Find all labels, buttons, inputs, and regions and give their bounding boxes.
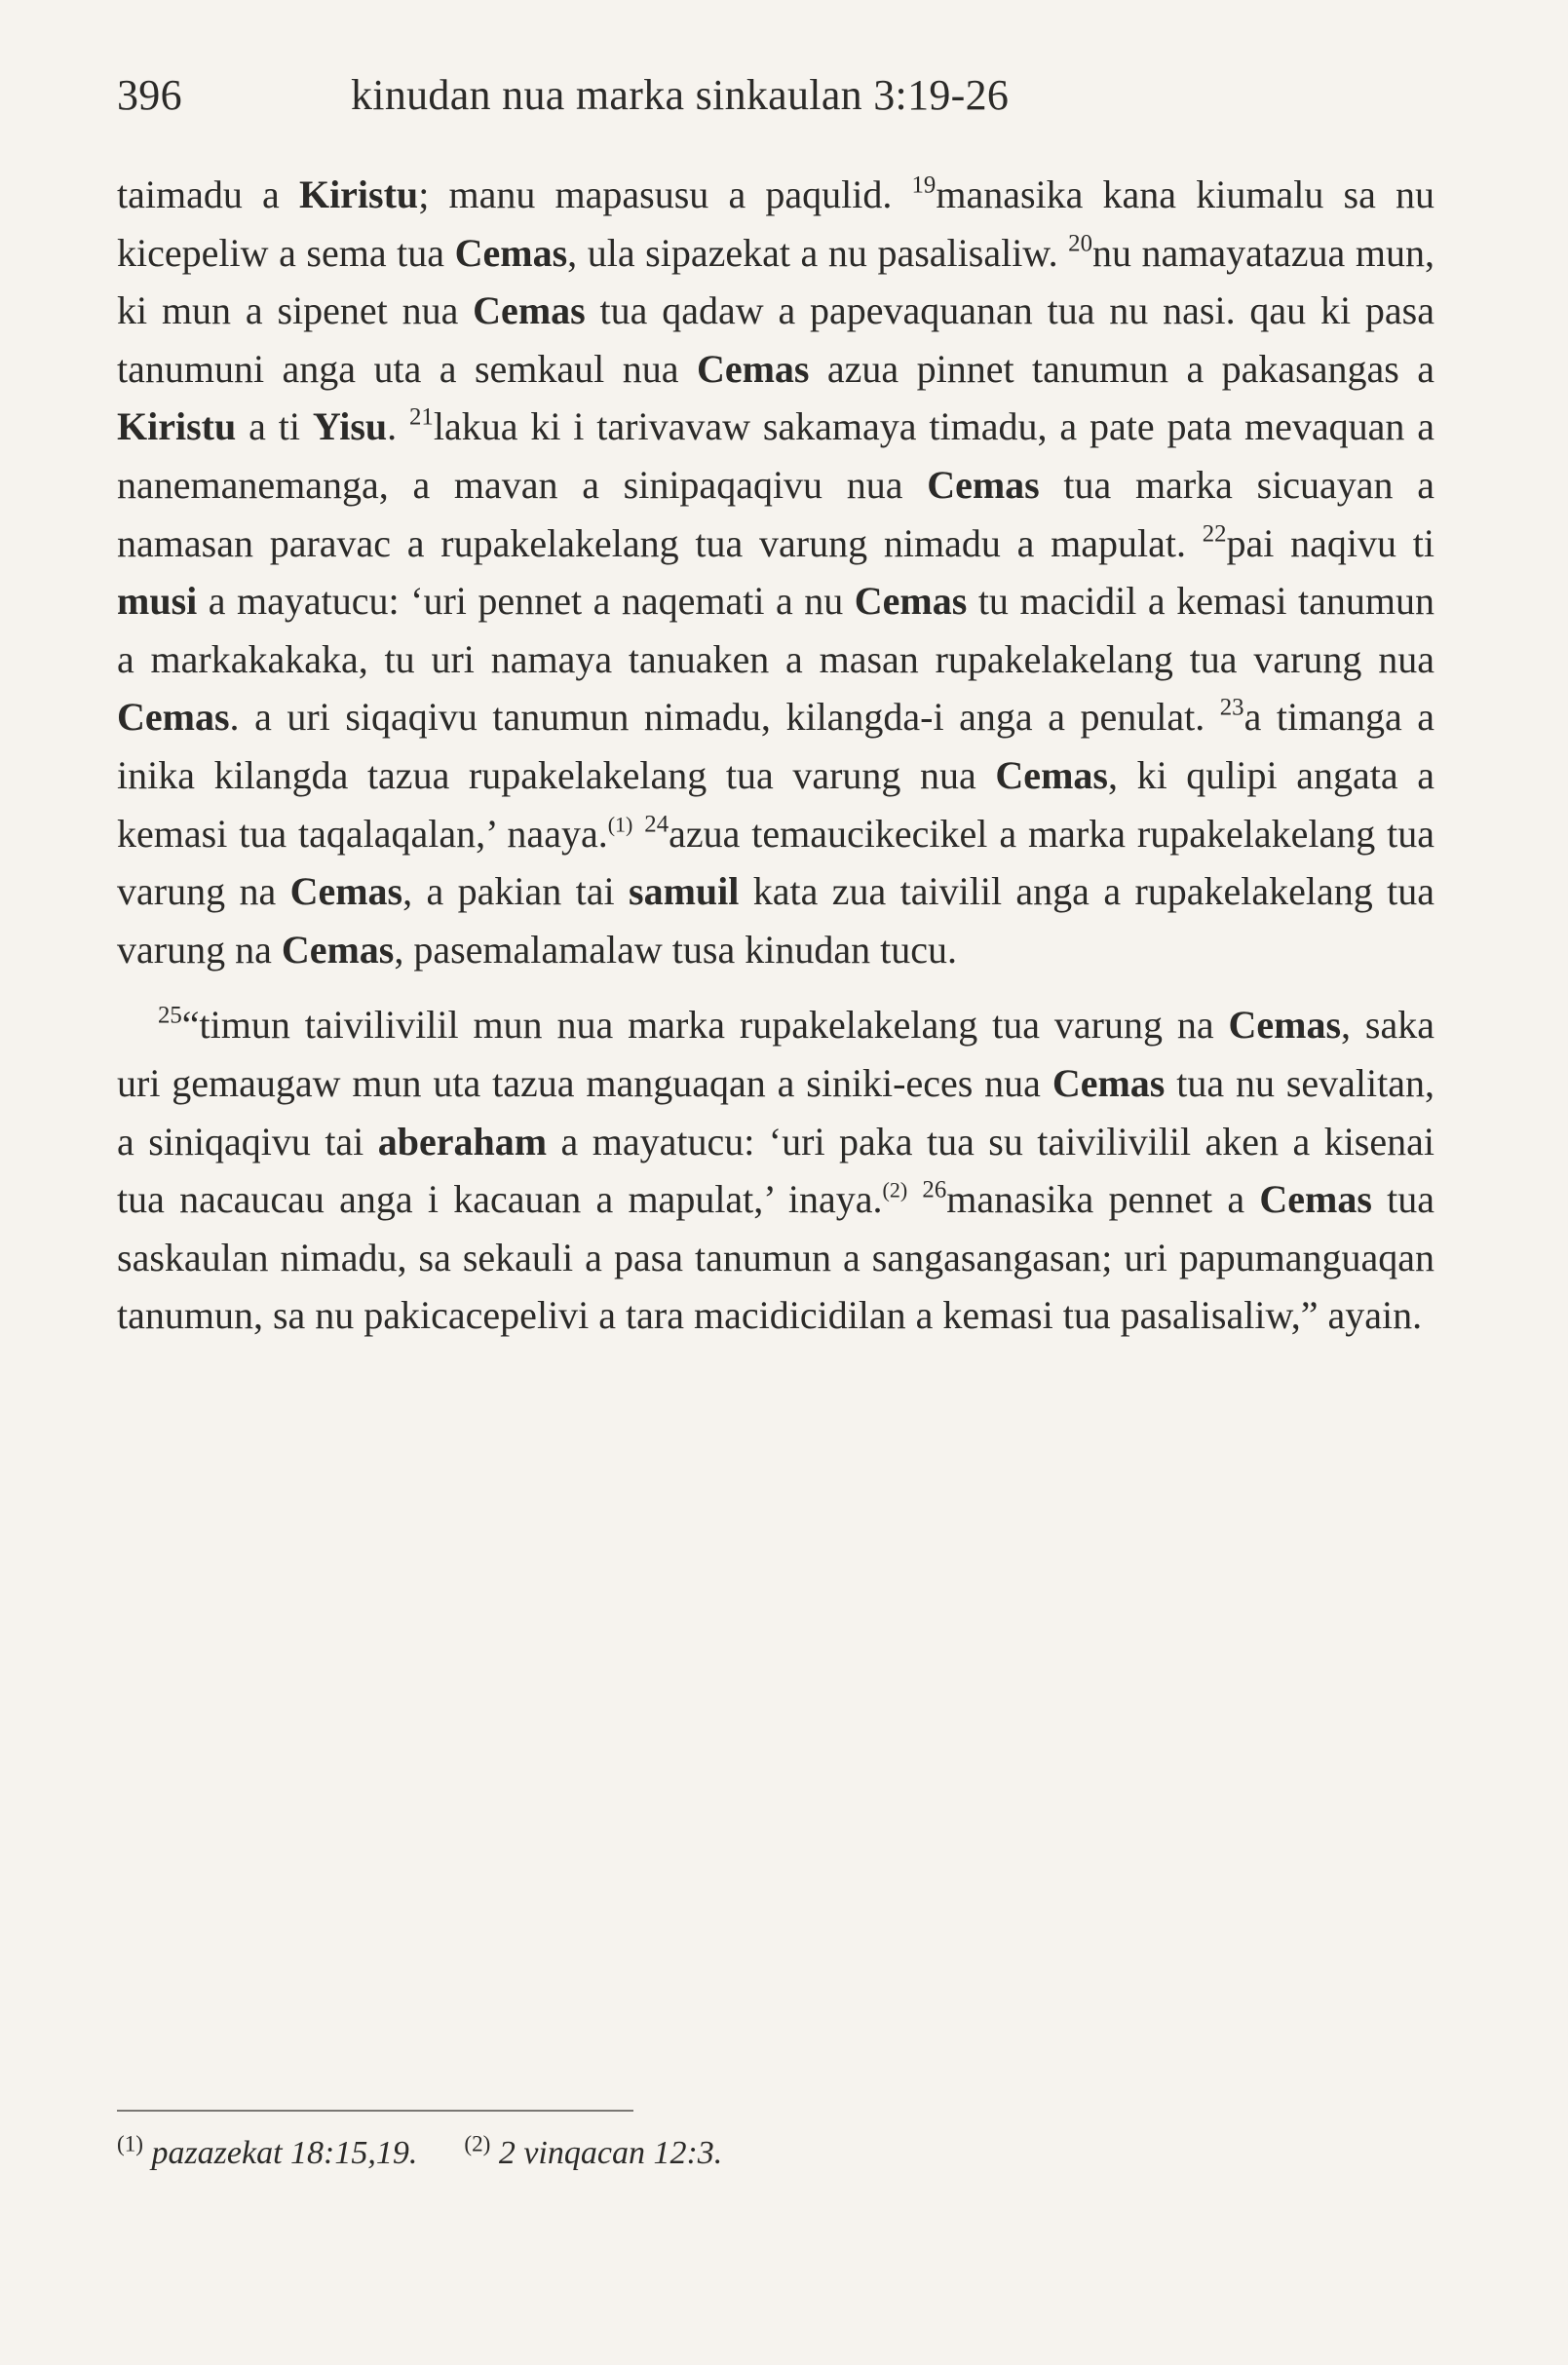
proper-name: aberaham <box>377 1119 548 1163</box>
text-run: , pasemalamalaw tusa kinudan tucu. <box>394 927 957 972</box>
proper-name: Cemas <box>1259 1177 1372 1222</box>
page-number: 396 <box>117 71 182 119</box>
text-run: manasika kana kiumalu sa nu kicepeliw a sema tua <box>117 172 1434 275</box>
text-run: tua marka sicuayan a namasan paravac a rupakelakelang tua varung nimadu a mapulat. <box>117 462 1435 565</box>
footnote <box>464 2131 723 2171</box>
verse-number: 26 <box>922 1176 947 1203</box>
text-run: a ti <box>236 404 313 449</box>
text-run: azua temaucikecikel a marka rupakelakelang tua varung na <box>117 811 1435 914</box>
footnote-reference: (1) <box>607 812 633 837</box>
verse-number: 22 <box>1202 520 1227 548</box>
footnote-text: pazazekat 18:15,19. <box>151 2134 418 2171</box>
main-text <box>117 166 1434 1345</box>
proper-name: musi <box>117 579 198 624</box>
text-run: “timun taivilivilil mun nua marka rupakelakelang tua varung na <box>181 1003 1229 1048</box>
footnote <box>117 2131 418 2171</box>
verse-number: 19 <box>911 172 937 199</box>
verse-number: 25 <box>158 1002 182 1029</box>
paragraph <box>117 166 1434 978</box>
footnote-reference: (2) <box>882 1177 908 1202</box>
proper-name: Cemas <box>473 288 586 333</box>
text-run: tua saskaulan nimadu, sa sekauli a pasa tanumun a sangasangasan; uri papumanguaqan tanumun, sa nu pakicacepelivi a tara macidicidilan a kemasi tua pasalisaliw,” ayain. <box>117 1177 1434 1338</box>
proper-name: Cemas <box>927 462 1040 507</box>
text-run: , ula sipazekat a nu pasalisaliw. <box>567 230 1069 275</box>
verse-number: 24 <box>644 811 669 838</box>
proper-name: Cemas <box>281 927 395 972</box>
proper-name: Cemas <box>1228 1003 1342 1048</box>
footnotes <box>117 2122 722 2175</box>
verse-number: 21 <box>409 404 434 431</box>
text-run <box>907 1177 922 1221</box>
running-header <box>117 68 1009 123</box>
text-run: lakua ki i tarivavaw sakamaya timadu, a pate pata mevaquan a nanemanemanga, a mavan a sinipaqaqivu nua <box>117 404 1434 507</box>
verse-number: 20 <box>1068 230 1092 257</box>
text-run: ; manu mapasusu a paqulid. <box>418 172 912 216</box>
footnote-marker: (1) <box>117 2131 143 2156</box>
text-run: azua pinnet tanumun a pakasangas a <box>809 346 1434 391</box>
text-run: tua qadaw a papevaquanan tua nu nasi. qau ki pasa tanumuni anga uta a semkaul nua <box>117 288 1434 391</box>
proper-name: Kiristu <box>117 404 237 449</box>
text-run: , a pakian tai <box>402 869 629 914</box>
text-run: , ki qulipi angata a kemasi tua taqalaqalan,’ naaya. <box>117 752 1434 856</box>
text-run: manasika pennet a <box>946 1177 1260 1222</box>
text-run: a timanga a inika kilangda tazua rupakelakelang tua varung nua <box>117 695 1435 797</box>
footnote-text: 2 vinqacan 12:3. <box>498 2134 723 2171</box>
proper-name: Cemas <box>454 230 568 275</box>
proper-name: Cemas <box>289 869 403 914</box>
proper-name: Yisu <box>312 404 388 449</box>
text-run: tua nu sevalitan, a siniqaqivu tai <box>117 1060 1434 1163</box>
text-run: , saka uri gemaugaw mun uta tazua manguaqan a siniki-eces nua <box>117 1003 1434 1105</box>
text-run: taimadu a <box>117 172 299 216</box>
verse-number: 23 <box>1219 694 1244 721</box>
footnote-marker: (2) <box>464 2131 491 2156</box>
paragraph <box>117 996 1434 1345</box>
text-run: kata zua taivilil anga a rupakelakelang tua varung na <box>117 869 1435 972</box>
proper-name: Cemas <box>117 695 230 740</box>
text-run: nu namayatazua mun, ki mun a sipenet nua <box>117 230 1434 333</box>
running-title: kinudan nua marka sinkaulan 3:19-26 <box>351 71 1010 119</box>
proper-name: Kiristu <box>298 172 419 216</box>
proper-name: Cemas <box>854 579 968 624</box>
proper-name: samuil <box>629 869 740 914</box>
text-run: pai naqivu ti <box>1226 520 1434 565</box>
proper-name: Cemas <box>696 346 810 391</box>
text-run: . a uri siqaqivu tanumun nimadu, kilangda-i anga a penulat. <box>229 695 1220 740</box>
text-run: . <box>387 404 410 449</box>
text-run: a mayatucu: ‘uri paka tua su taivilivilil aken a kisenai tua nacaucau anga i kacauan a mapulat,’ inaya. <box>117 1119 1434 1222</box>
proper-name: Cemas <box>1052 1060 1166 1105</box>
text-run <box>632 812 644 856</box>
text-run: tu macidil a kemasi tanumun a markakakaka, tu uri namaya tanuaken a masan rupakelakelang tua varung nua <box>117 579 1435 681</box>
proper-name: Cemas <box>995 752 1108 797</box>
footnote-divider <box>117 2110 633 2112</box>
text-run: a mayatucu: ‘uri pennet a naqemati a nu <box>197 579 855 624</box>
